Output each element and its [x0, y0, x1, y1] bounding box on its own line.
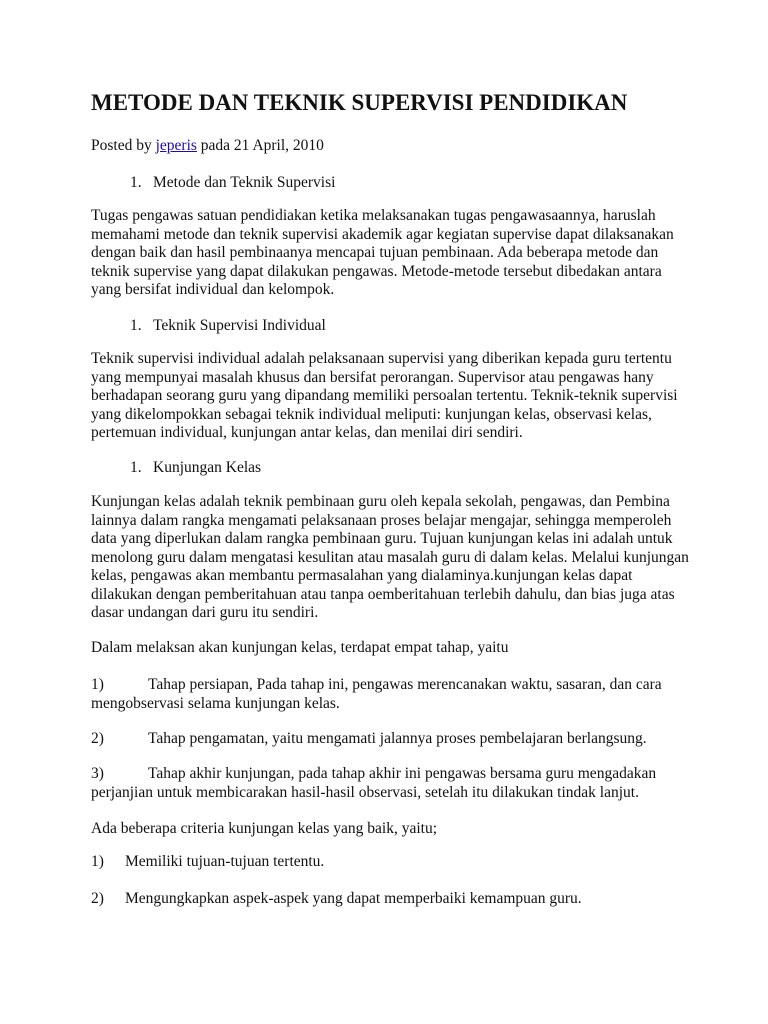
heading-3: [91, 459, 691, 478]
line: menolong guru dalam mengatasi kesulitan atau masalah guru di dalam kelas. Melalui kunjungan: [91, 548, 689, 566]
paragraph-4: Dalam melaksan akan kunjungan kelas, terdapat empat tahap, yaitu: [91, 639, 509, 656]
line: yang mempunyai masalah khusus dan bersifat perorangan. Supervisor atau pengawas hany: [91, 368, 654, 386]
heading-1: [91, 174, 691, 193]
line: dilakukan dengan pemberitahuan atau tanpa oemberitahuan terlebih dahulu, dan bias juga atas: [91, 585, 675, 603]
line: mengobservasi selama kunjungan kelas.: [91, 694, 340, 712]
posted-prefix: Posted by: [91, 137, 156, 154]
posted-date: pada 21 April, 2010: [196, 137, 324, 154]
line: pertemuan individual, kunjungan antar kelas, dan menilai diri sendiri.: [91, 424, 523, 441]
criteria-2: [91, 890, 691, 909]
criteria-number: 2): [91, 890, 104, 907]
step-number: 2): [91, 730, 104, 747]
step-1: [91, 676, 662, 713]
paragraph-1: [91, 207, 674, 300]
paragraph-5: Ada beberapa criteria kunjungan kelas yang baik, yaitu;: [91, 820, 438, 837]
line: lainnya dalam rangka mengamati pelaksanaan proses belajar mengajar, sehingga memperoleh: [91, 511, 672, 529]
line: kelas, pengawas akan membantu permasalahan yang dialaminya.kunjungan kelas dapat: [91, 567, 633, 584]
line: dengan baik dan hasil pembinaanya mencapai tujuan pembinaan. Ada beberapa metode dan: [91, 244, 659, 261]
list-number: 1.: [130, 317, 142, 334]
paragraph-3: [91, 493, 689, 623]
list-text: Teknik Supervisi Individual: [153, 317, 326, 334]
line: dasar undangan dari guru itu sendiri.: [91, 604, 319, 621]
line: Tugas pengawas satuan pendidiakan ketika melaksanakan tugas pengawasaannya, haruslah: [91, 207, 656, 224]
paragraph-2: [91, 350, 678, 443]
line: yang bersifat individual dan kelompok.: [91, 281, 335, 298]
criteria-text: Mengungkapkan aspek-aspek yang dapat memperbaiki kemampuan guru.: [125, 890, 582, 907]
line: Teknik supervisi individual adalah pelaksanaan supervisi yang diberikan kepada guru tertentu: [91, 350, 672, 367]
document-title: METODE DAN TEKNIK SUPERVISI PENDIDIKAN: [91, 90, 628, 115]
list-text: Kunjungan Kelas: [153, 459, 262, 476]
heading-2: [91, 317, 691, 336]
line: teknik supervise yang dapat dilakukan pengawas. Metode-metode tersebut dibedakan antara: [91, 262, 662, 280]
step-2: [91, 730, 647, 749]
line: Tahap pengamatan, yaitu mengamati jalannya proses pembelajaran berlangsung.: [148, 730, 647, 747]
criteria-1: [91, 853, 691, 872]
author-link[interactable]: jeperis: [155, 137, 197, 154]
post-meta: [91, 137, 324, 156]
criteria-text: Memiliki tujuan-tujuan tertentu.: [125, 853, 325, 870]
step-number: 3): [91, 765, 104, 782]
step-number: 1): [91, 676, 104, 693]
line: yang dikelompokkan sebagai teknik individual meliputi: kunjungan kelas, observasi kelas,: [91, 405, 652, 423]
line: Tahap persiapan, Pada tahap ini, pengawas merencanakan waktu, sasaran, dan cara: [148, 676, 662, 693]
line: perjanjian untuk membicarakan hasil-hasil observasi, setelah itu dilakukan tindak lanjut.: [91, 783, 639, 801]
list-number: 1.: [130, 174, 142, 191]
line: berhadapan seorang guru yang dipandang memiliki persoalan tertentu. Teknik-teknik supervisi: [91, 387, 678, 404]
line: data yang diperlukan dalam rangka pembinaan guru. Tujuan kunjungan kelas ini adalah untuk: [91, 530, 673, 547]
step-3: [91, 765, 656, 802]
line: Kunjungan kelas adalah teknik pembinaan guru oleh kepala sekolah, pengawas, dan Pembina: [91, 493, 670, 510]
list-number: 1.: [130, 459, 142, 476]
line: memahami metode dan teknik supervisi akademik agar kegiatan supervise dapat dilaksanakan: [91, 225, 674, 243]
line: Tahap akhir kunjungan, pada tahap akhir ini pengawas bersama guru mengadakan: [148, 765, 657, 782]
criteria-number: 1): [91, 853, 104, 870]
list-text: Metode dan Teknik Supervisi: [153, 174, 336, 191]
